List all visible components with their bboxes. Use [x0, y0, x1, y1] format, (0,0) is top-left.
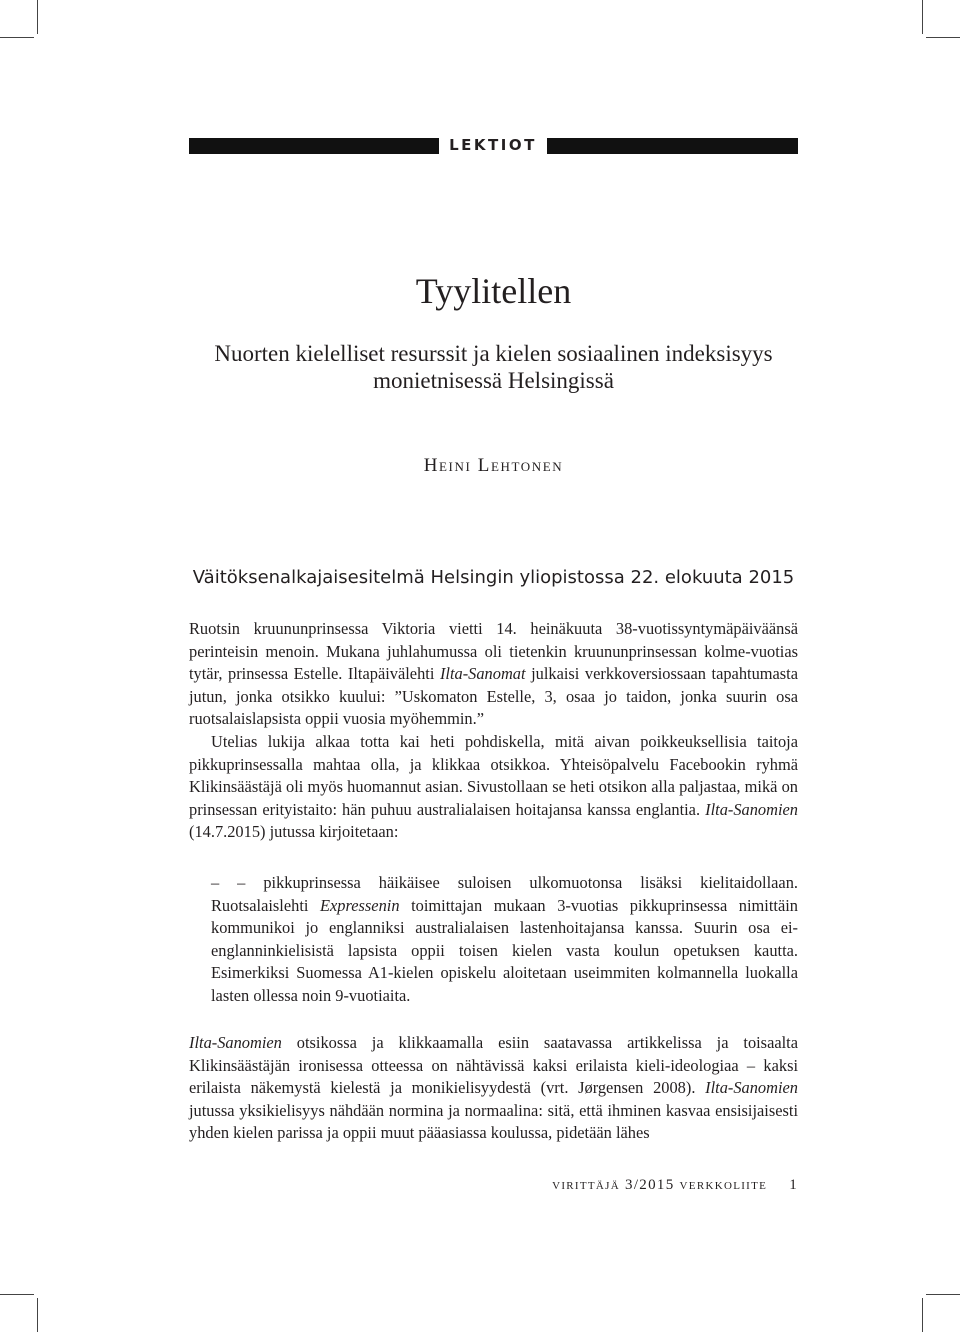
crop-mark — [922, 1298, 923, 1332]
italic-text: Expressenin — [320, 895, 400, 915]
paragraph-text: Utelias lukija alkaa totta kai heti pohdiskella, mitä aivan poikkeuksellisia taitoja pikkuprinsessalla mahtaa olla, ja klikkaa otsikkoa. Yhteisöpalvelu Facebookin ryhmä Klikinsäästäjä oli myös huomannut asian. Sivustollaan se heti otsikon alla paljastaa, mikä on prinsessan erityistaito: hän puhuu australialaisen hoitajansa kanssa englantia. — [189, 731, 798, 819]
article-title: Tyylitellen — [415, 271, 572, 311]
italic-text: Ilta-Sanomien — [705, 799, 798, 819]
paragraph-text: jutussa yksikielisyys nähdään normina ja normaalina: sitä, että ihminen kasvaa ensisijaisesti yhden kielen parissa ja oppii muut pääasiassa koulussa, pidetään lähes — [189, 1100, 798, 1143]
section-rule-left — [189, 138, 439, 154]
italic-text: Ilta-Sanomat — [439, 664, 526, 684]
journal-name: virittäjä 3/2015 verkkoliite — [552, 1177, 768, 1193]
article-subtitle: Nuorten kielelliset resurssit ja kielen sosiaalinen indeksisyys monietnisessä Helsingissä — [214, 341, 773, 393]
body-text — [189, 1032, 798, 1145]
paragraph-1 — [189, 618, 798, 731]
paragraph-text: Ruotsin kruununprinsessa Viktoria vietti 14. heinäkuuta 38-vuotissyntymäpäiväänsä perinteisin menoin. Mukana juhlahumussa oli tietenkin kruununprinsessan kolme-vuotias tytär, prinsessa Estelle. Iltapäivälehti — [189, 619, 798, 684]
quote-segment: toimittajan mukaan 3-vuotias pikkuprinsessa nimittäin kommunikoi jo englanniksi australialaisen lastenhoitajansa kanssa. Suurin osa ei-englanninkielisistä lapsista oppii toisen kielen vasta koulun opetuksen kautta. Esimerkiksi Suomessa A1-kielen opiskelu aloitetaan useimmiten kolmannella luokalla lasten ollessa noin 9-vuotiaita. — [211, 895, 798, 1005]
crop-mark — [37, 1298, 38, 1332]
body-text — [189, 618, 798, 844]
crop-mark — [926, 1294, 960, 1295]
block-quote — [211, 872, 798, 1008]
section-rule-right — [547, 138, 798, 154]
paragraph-text: julkaisi verkkoversiossaan tapahtumasta jutun, jonka otsikko kuului: ”Uskomaton Estelle, 3, osaa jo taidon, jonka suurin osa ruotsalaislapsista oppii vuosia myöhemmin.” — [189, 664, 798, 729]
crop-mark — [922, 0, 923, 34]
paragraph-text: (14.7.2015) jutussa kirjoitetaan: — [189, 822, 399, 842]
crop-mark — [926, 37, 960, 38]
quote-text — [211, 872, 798, 1008]
section-label: LEKTIOT — [449, 136, 537, 154]
page-number: 1 — [789, 1177, 798, 1193]
paragraph-3 — [189, 1032, 798, 1145]
crop-mark — [37, 0, 38, 34]
crop-mark — [0, 37, 34, 38]
event-line: Väitöksenalkajaisesitelmä Helsingin yliopistossa 22. elokuuta 2015 — [192, 567, 795, 588]
section-header — [189, 138, 798, 154]
paragraph-text: otsikossa ja klikkaamalla esiin saatavassa artikkelissa ja toisaalta Klikinsäästäjän ironisessa otteessa on nähtävissä kaksi erilaista kieli-ideologiaa – kaksi erilaista näkemystä kielestä ja monikielisyydestä (vrt. Jørgensen 2008). — [189, 1033, 798, 1098]
page-footer — [552, 1177, 798, 1194]
author-name: Heini Lehtonen — [423, 455, 564, 476]
italic-text: Ilta-Sanomien — [705, 1078, 798, 1098]
crop-mark — [0, 1294, 34, 1295]
italic-text: Ilta-Sanomien — [189, 1033, 282, 1052]
quote-segment: – – pikkuprinsessa häikäisee suloisen ulkomuotonsa lisäksi kielitaidollaan. Ruotsalaislehti — [211, 873, 798, 915]
paragraph-2 — [189, 731, 798, 844]
